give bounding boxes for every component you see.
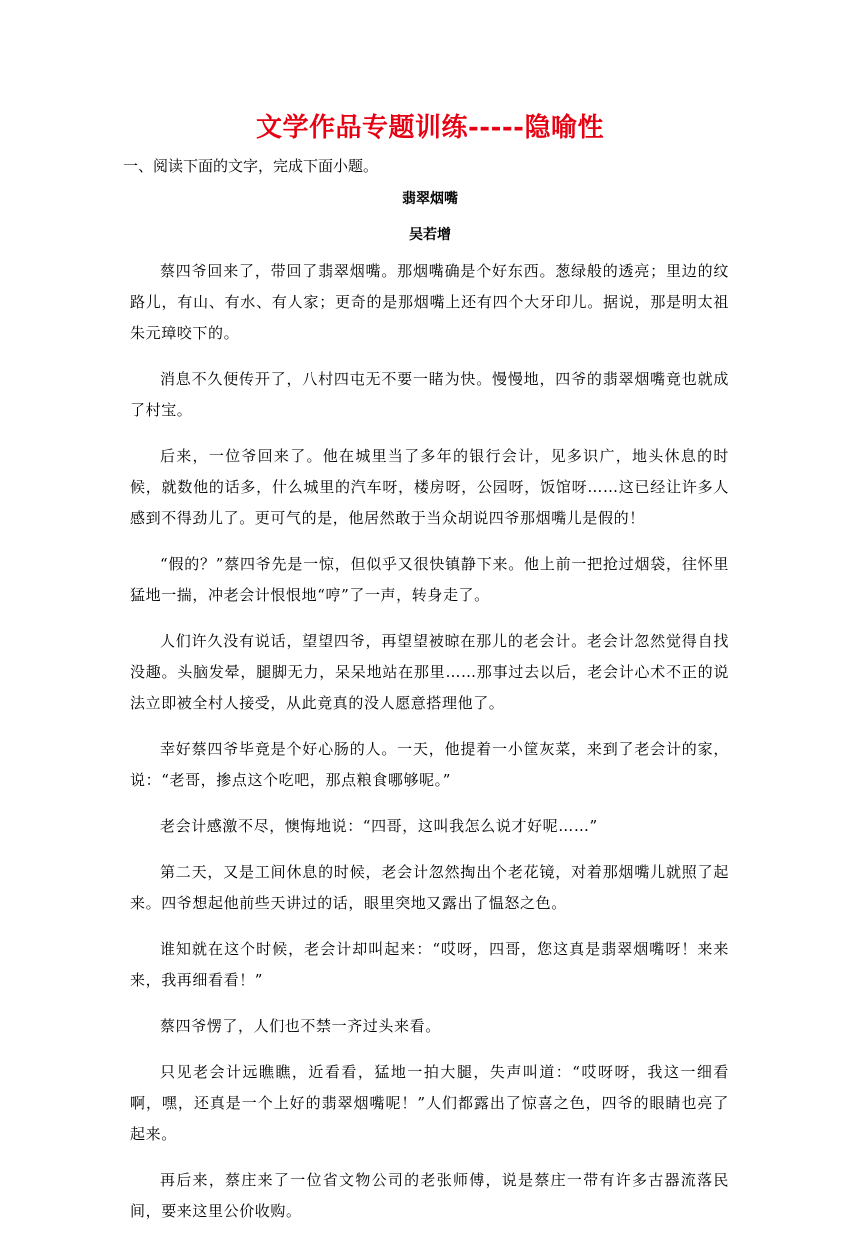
section-heading: 一、阅读下面的文字，完成下面小题。	[123, 157, 379, 175]
story-body	[130, 256, 729, 1242]
paragraph: 人们许久没有说话，望望四爷，再望望被晾在那儿的老会计。老会计忽然觉得自找没趣。头脑发晕，腿脚无力，呆呆地站在那里……那事过去以后，老会计心术不正的说法立即被全村人接受，从此竟真的没人愿意搭理他了。	[130, 632, 729, 712]
paragraph: 蔡四爷回来了，带回了翡翠烟嘴。那烟嘴确是个好东西。葱绿般的透亮；里边的纹路儿，有山、有水、有人家；更奇的是那烟嘴上还有四个大牙印儿。据说，那是明太祖朱元璋咬下的。	[130, 262, 729, 342]
paragraph: 后来，一位爷回来了。他在城里当了多年的银行会计，见多识广，地头休息的时候，就数他的话多，什么城里的汽车呀，楼房呀，公园呀，饭馆呀……这已经让许多人感到不得劲儿了。更可气的是，他居然敢于当众胡说四爷那烟嘴儿是假的！	[130, 447, 729, 527]
paragraph: 再后来，蔡庄来了一位省文物公司的老张师傅，说是蔡庄一带有许多古器流落民间，要来这里公价收购。	[130, 1171, 729, 1220]
paragraph: 蔡四爷愣了，人们也不禁一齐过头来看。	[160, 1017, 441, 1035]
paragraph: 只见老会计远瞧瞧，近看看，猛地一拍大腿，失声叫道：“哎呀呀，我这一细看啊，嘿，还真是一个上好的翡翠烟嘴呢！”人们都露出了惊喜之色，四爷的眼睛也亮了起来。	[130, 1063, 729, 1143]
paragraph: 第二天，又是工间休息的时候，老会计忽然掏出个老花镜，对着那烟嘴儿就照了起来。四爷想起他前些天讲过的话，眼里突地又露出了愠怒之色。	[130, 863, 729, 912]
story-title: 翡翠烟嘴	[402, 191, 458, 207]
story-author: 吴若增	[409, 227, 451, 243]
paragraph: 谁知就在这个时候，老会计却叫起来：“哎呀，四哥，您这真是翡翠烟嘴呀！来来来，我再细看看！”	[130, 940, 729, 989]
paragraph: 老会计感激不尽，懊悔地说：“四哥，这叫我怎么说才好呢……”	[160, 817, 598, 835]
paragraph: 消息不久便传开了，八村四屯无不要一睹为快。慢慢地，四爷的翡翠烟嘴竟也就成了村宝。	[130, 370, 729, 419]
paragraph: “假的？”蔡四爷先是一惊，但似乎又很快镇静下来。他上前一把抢过烟袋，往怀里猛地一揣，冲老会计恨恨地“哼”了一声，转身走了。	[130, 555, 729, 604]
document-title: 文学作品专题训练-----隐喻性	[256, 113, 604, 143]
paragraph: 幸好蔡四爷毕竟是个好心肠的人。一天，他提着一小筐灰菜，来到了老会计的家，说：“老哥，掺点这个吃吧，那点粮食哪够呢。”	[130, 740, 729, 789]
